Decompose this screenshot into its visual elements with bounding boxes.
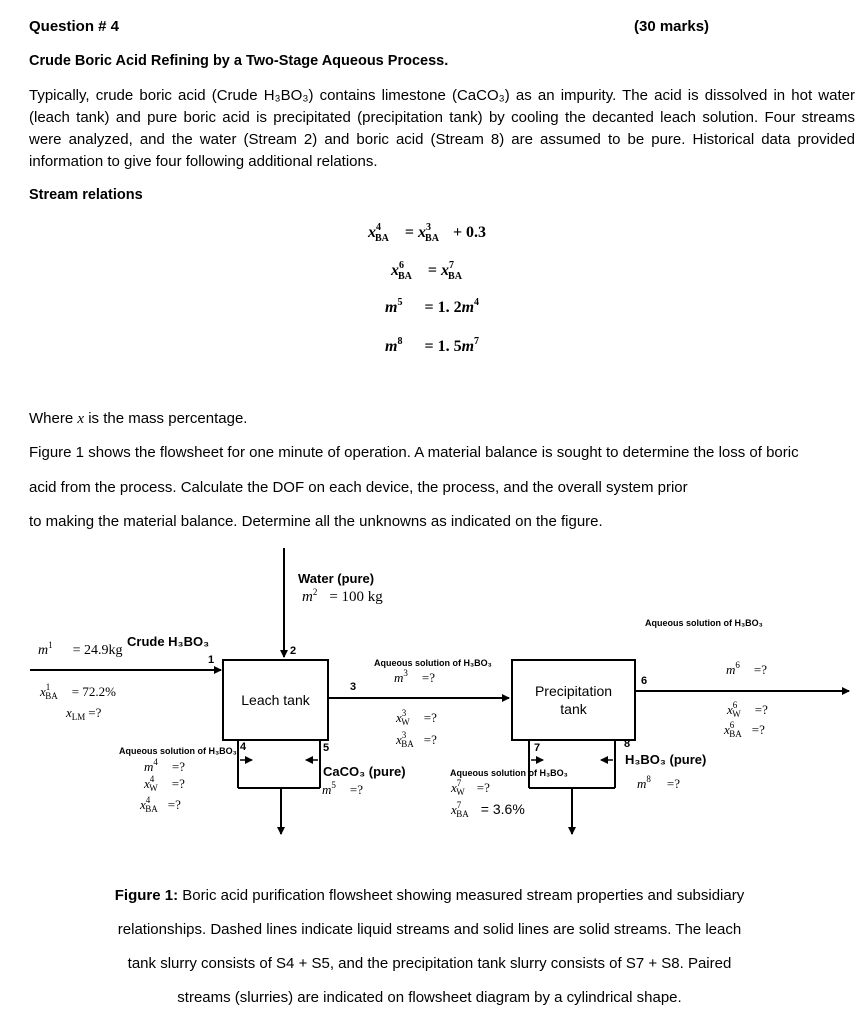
stream-number-5: 5	[323, 742, 330, 754]
water-label: Water (pure)	[298, 571, 375, 586]
x6w-label: $x^6_W$ =?	[727, 700, 768, 719]
relation-3: $m^5 = 1$. $2m^4$	[385, 297, 480, 316]
m2-label: $m^2 = 100$ kg	[302, 587, 383, 605]
caption-label: Figure 1:	[114, 887, 179, 904]
x7ba-label: $x^7_{BA} = 3.6\%$	[451, 800, 525, 819]
caption-line-4: streams (slurries) are indicated on flowsheet diagram by a cylindrical shape.	[177, 989, 682, 1006]
x3w-label: $x^3_W$ =?	[396, 708, 437, 727]
stream-3-description: Aqueous solution of H₃BO₃	[374, 658, 492, 668]
x4w-label: $x^4_W$ =?	[144, 774, 185, 793]
figure-description-line-2: acid from the process. Calculate the DOF on each device, the process, and the overall system prior	[29, 479, 688, 496]
m1-label: $m^1 = 24.9kg$	[38, 640, 123, 658]
m4-label: $m^4$ =?	[144, 757, 185, 774]
leach-tank	[222, 659, 329, 741]
stream-number-8: 8	[624, 738, 631, 750]
m5-label: $m^5$ =?	[322, 780, 363, 797]
precipitation-tank-label-2: tank	[560, 701, 587, 717]
x3ba-label: $x^3_{BA}$ =?	[396, 730, 437, 749]
caption-line-3: tank slurry consists of S4 + S5, and the precipitation tank slurry consists of S7 + S8. Paired	[127, 955, 732, 972]
relation-2: $x^6_{BA} = x^7_{BA}$	[391, 260, 462, 282]
stream-4-description: Aqueous solution of H₃BO₃	[119, 746, 237, 756]
x4ba-label: $x^4_{BA}$ =?	[140, 795, 181, 814]
x1lm-label: $x_{LM}$ =?	[66, 705, 102, 722]
stream-number-2: 2	[290, 645, 297, 657]
caption-line-1: Figure 1: Boric acid purification flowsheet showing measured stream properties and subsidiary	[114, 887, 745, 904]
stream-8-description: H₃BO₃ (pure)	[625, 752, 707, 767]
m8-label: $m^8$ =?	[637, 774, 680, 791]
stream-number-1: 1	[208, 654, 215, 666]
m6-label: $m^6$ =?	[726, 660, 767, 677]
leach-tank-label: Leach tank	[241, 692, 310, 708]
x1ba-label: $x^1_{BA} = 72.2\%$	[40, 682, 116, 701]
m3-label: $m^3$ =?	[394, 668, 435, 685]
question-marks: (30 marks)	[634, 18, 710, 35]
caption-line-2: relationships. Dashed lines indicate liquid streams and solid lines are solid streams. The leach	[117, 921, 742, 938]
precipitation-tank-label-1: Precipitation	[534, 683, 613, 699]
where-line: Where x is the mass percentage.	[29, 410, 248, 427]
stream-6-description: Aqueous solution of H₃BO₃	[645, 618, 763, 628]
stream-number-4: 4	[240, 741, 247, 753]
stream-number-3: 3	[350, 681, 357, 693]
question-title: Crude Boric Acid Refining by a Two-Stage Aqueous Process.	[29, 53, 449, 69]
question-number: Question # 4	[29, 18, 120, 35]
x6ba-label: $x^6_{BA}$ =?	[724, 720, 765, 739]
x7w-label: $x^7_W$ =?	[451, 778, 490, 797]
stream-7-description: Aqueous solution of H₃BO₃	[450, 768, 568, 778]
figure-caption	[0, 879, 859, 1015]
figure-description-line-1: Figure 1 shows the flowsheet for one minute of operation. A material balance is sought to determine the loss of boric	[29, 444, 799, 461]
figure-description-line-3: to making the material balance. Determine all the unknowns as indicated on the figure.	[29, 513, 603, 530]
intro-paragraph: Typically, crude boric acid (Crude H₃BO₃) contains limestone (CaCO₃) as an impurity. The acid is dissolved in hot water (leach tank) and pure boric acid is precipitated (precipitation tank) by cooling the decanted leach solution. Four streams were analyzed, and the water (Stream 2) and boric acid (Stream 8) are assumed to be pure. Historical data provided information to give four following additional relations.	[29, 87, 855, 170]
stream-number-7: 7	[534, 742, 541, 754]
relation-4: $m^8 = 1$. $5m^7$	[385, 336, 480, 355]
relation-1: $x^4_{BA} = x^3_{BA} + 0.3$	[368, 222, 487, 244]
precipitation-tank	[511, 659, 636, 741]
stream-5-description: CaCO₃ (pure)	[323, 764, 406, 779]
stream-relations-heading: Stream relations	[29, 187, 143, 203]
stream-number-6: 6	[641, 675, 648, 687]
crude-label: Crude H₃BO₃	[127, 634, 210, 649]
